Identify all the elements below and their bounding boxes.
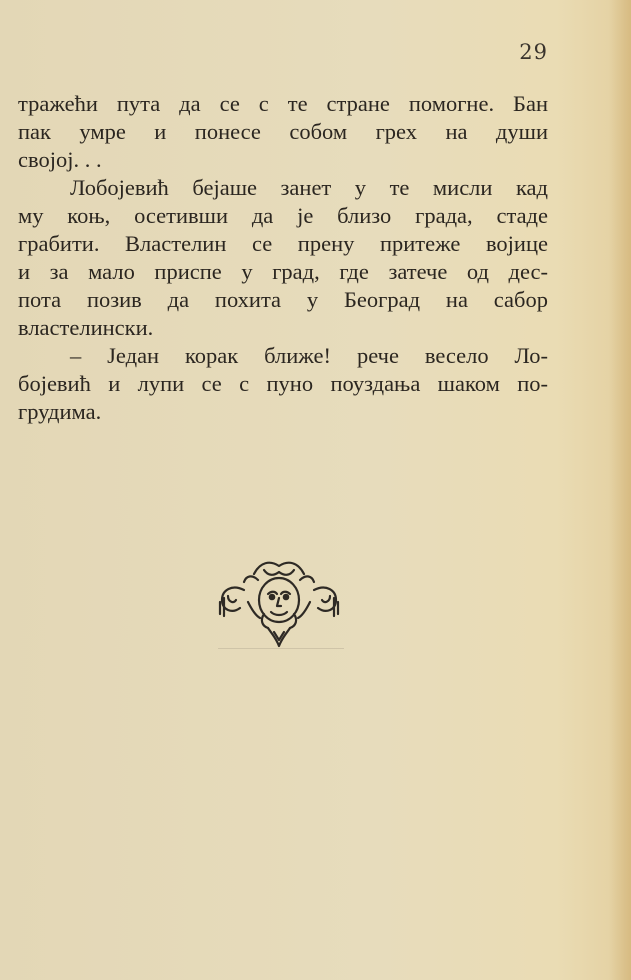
text-line: грудима. [18,399,102,424]
page-edge [609,0,631,980]
text-line: властелински. [18,315,154,340]
text-line: тражећи пута да се с те стране помогне. Бан [18,91,548,116]
text-line: бојевић и лупи се с пуно поуздања шаком по- [18,371,548,396]
text-line: својој. . . [18,147,102,172]
text-line: – Један корак ближе! рече весело Ло- [70,343,548,368]
vignette-mask-icon [214,554,344,650]
body-text [18,90,548,426]
text-line: грабити. Властелин се прену притеже војице [18,231,548,256]
page-number: 29 [519,40,548,64]
ornament-rule [218,648,344,649]
text-line: Лобојевић бејаше занет у те мисли кад [70,175,548,200]
text-line: и за мало приспе у град, где затече од дес- [18,259,548,284]
text-line: му коњ, осетивши да је близо града, стаде [18,203,548,228]
text-line: пота позив да похита у Београд на сабор [18,287,548,312]
text-line: пак умре и понесе собом грех на души [18,119,548,144]
